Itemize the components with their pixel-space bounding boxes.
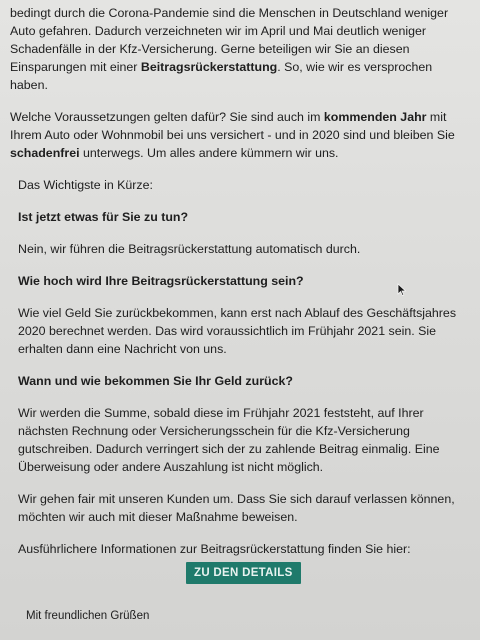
question-3-heading: Wann und wie bekommen Sie Ihr Geld zurück? [18,374,293,388]
conditions-line-2: Ihrem Auto oder Wohnmobil bei uns versichert - und in 2020 sind und bleiben Sie [10,128,455,142]
mouse-pointer-icon [397,283,407,302]
intro-line-3: Schadenfälle in der Kfz-Versicherung. Gerne beteiligen wir Sie an diesen [10,42,410,56]
question-3-line-3: gutschreiben. Dadurch verringert sich der zu zahlende Beitrag einmalig. Eine [18,442,440,456]
intro-paragraph [10,4,462,94]
more-info-text: Ausführlichere Informationen zur Beitragsrückerstattung finden Sie hier: [18,542,411,556]
question-2-line-2: 2020 berechnet werden. Das wird voraussichtlich im Frühjahr 2021 sein. Sie [18,324,437,338]
question-3-line-4: Überweisung oder andere Auszahlung ist nicht möglich. [18,460,324,474]
conditions-text: Welche Voraussetzungen gelten dafür? Sie sind auch im [10,110,324,124]
email-body [10,4,462,572]
cta-wrapper [186,562,301,584]
question-3-line-2: nächsten Rechnung oder Versicherungsschein für die Kfz-Versicherung [18,424,410,438]
question-2-line-1: Wie viel Geld Sie zurückbekommen, kann erst nach Ablauf des Geschäftsjahres [18,306,457,320]
question-3-line-1: Wir werden die Summe, sobald diese im Frühjahr 2021 feststeht, auf Ihrer [18,406,424,420]
conditions-line-1 [10,108,462,126]
conditions-emphasis-kommenden-jahr: kommenden Jahr [323,110,427,124]
question-1-answer: Nein, wir führen die Beitragsrückerstattung automatisch durch. [18,242,361,256]
question-2-line-3: erhalten dann eine Nachricht von uns. [18,342,227,356]
intro-line-4 [10,58,462,76]
conditions-text: unterwegs. Um alles andere kümmern wir uns. [79,146,339,160]
intro-line-2: Auto gefahren. Dadurch verzeichneten wir im April und Mai deutlich weniger [10,24,426,38]
intro-emphasis-beitragsrueckerstattung: Beitragsrückerstattung [140,60,278,74]
intro-text: Einsparungen mit einer [10,60,141,74]
question-1-heading: Ist jetzt etwas für Sie zu tun? [18,210,189,224]
fair-line-1: Wir gehen fair mit unseren Kunden um. Dass Sie sich darauf verlassen können, [18,492,455,506]
summary-label: Das Wichtigste in Kürze: [18,178,153,192]
question-3-answer [10,404,462,476]
question-2-answer [10,304,462,358]
question-2-heading: Wie hoch wird Ihre Beitragsrückerstattung sein? [18,274,304,288]
fair-line-2: möchten wir auch mit dieser Maßnahme beweisen. [18,510,298,524]
conditions-text: mit [426,110,447,124]
fair-paragraph [10,490,462,526]
details-button[interactable]: ZU DEN DETAILS [186,562,301,584]
intro-line-1: bedingt durch die Corona-Pandemie sind die Menschen in Deutschland weniger [10,6,449,20]
closing-greeting: Mit freundlichen Grüßen [26,610,150,622]
intro-text: . So, wie wir es versprochen [277,60,433,74]
conditions-paragraph [10,108,462,162]
intro-line-5: haben. [10,78,48,92]
conditions-line-3 [10,144,462,162]
conditions-emphasis-schadenfrei: schadenfrei [10,146,80,160]
